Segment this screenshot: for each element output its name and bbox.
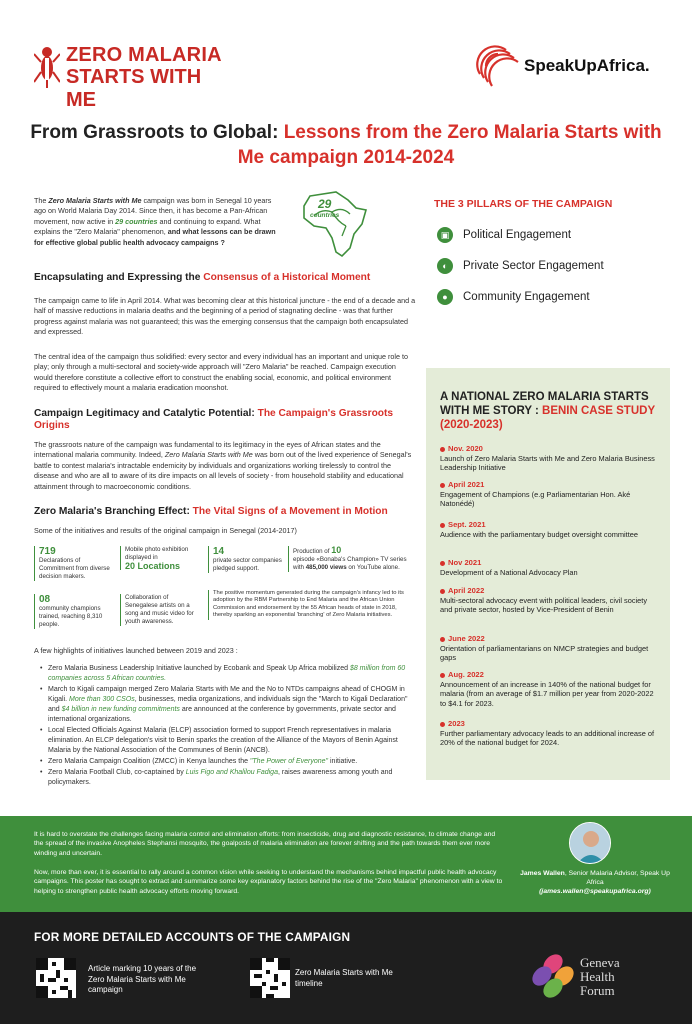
intro-paragraph: The Zero Malaria Starts with Me campaign was born in Senegal 10 years ago on World Malaria Day 2014. Since then, it has become a Pan-African movement, now active in 29 countries and continuing to expand. What explains the "Zero Malaria" phenomenon, and what lessons can be drawn for effective global public health advocacy campaigns ? (34, 196, 276, 247)
legitimacy-paragraph: The grassroots nature of the campaign was fundamental to its legitimacy in the eyes of African states and the international malaria community. Indeed, Zero Malaria Starts with Me was born out of the lived experience of Senegal's battle to contest malaria's intractable endemicity by individuals and organizations working tirelessly to control the disease and who are all to aware of its dire impacts on all levels of society - from household stability and educational attainment through to macroeconomic conditions. (34, 440, 412, 491)
conclusion-paragraph-2: Now, more than ever, it is essential to rally around a common vision while seeking to understand the mechanisms behind impactful public health advocacy campaigns. This poster has sought to extract and summarize some key explanatory factors behind the rise of the "Zero Malaria" phenomenon with a view to helping to strengthen public health advocacy efforts moving forward. (34, 869, 503, 895)
africa-map-icon (296, 186, 370, 260)
section-heading-branching: Zero Malaria's Branching Effect: The Vital Signs of a Movement in Motion (34, 506, 388, 517)
highlights-list (40, 664, 420, 789)
map-number: 29 (318, 197, 332, 211)
zm-logo-line1: ZERO MALARIA (66, 44, 222, 66)
footer-title: FOR MORE DETAILED ACCOUNTS OF THE CAMPAIGN (34, 930, 351, 944)
qr-code-article[interactable] (36, 958, 76, 998)
mosquito-icon (34, 44, 60, 88)
ghf-name: Geneva Health Forum (580, 955, 620, 998)
zm-logo-line2: STARTS WITH ME (66, 66, 202, 111)
stat-artists: Collaboration of Senegalese artists on a song and music video for youth awareness. (120, 594, 202, 626)
person-icon (570, 823, 611, 864)
sua-logo-text: SpeakUpAfrica. (524, 56, 650, 75)
section-heading-legitimacy: Campaign Legitimacy and Catalytic Potential: The Campaign's Grassroots Origins (34, 408, 394, 431)
avatar (569, 822, 611, 864)
author-credit: James Wallen, Senior Malaria Advisor, Speak Up Africa (james.wallen@speakupafrica.org) (520, 870, 670, 895)
case-study-title: A NATIONAL ZERO MALARIA STARTS WITH ME STORY : BENIN CASE STUDY (2020-2023) (440, 391, 655, 431)
pillar-private-sector: ◐ Private Sector Engagement (437, 257, 604, 275)
highlights-intro: A few highlights of initiatives launched between 2019 and 2023 : (34, 646, 238, 655)
poster-title (20, 120, 672, 170)
case-study-panel: A NATIONAL ZERO MALARIA STARTS WITH ME STORY : BENIN CASE STUDY (2020-2023) Nov. 2020 Launch of Zero Malaria Starts with Me and Zero Malaria Business Leadership Initiative April 2021 Engagement of Champions (e.g Parliamentarian Hon. Aké Natonédé) Sept. 2021 Audience with the parliamentary budget oversight committee Nov 2021 Development of a National Advocacy Plan April 2022 Multi-sectoral advocacy event with political leaders, civil society and private sector, hosted by Vice-President of Benin June 2022 Orientation of parliamentarians on NMCP strategies and budget gaps Aug. 2022 Announcement of an increase in 140% of the national budget for malaria (from an average of $1.7 million per year from 2020-2022 to $4.1 for 2023. 2023 Further parliamentary advocacy leads to an additional increase of 20% of the national budget for 2024. (426, 368, 670, 780)
qr-timeline-label: Zero Malaria Starts with Me timeline (295, 968, 393, 988)
pillars-title: THE 3 PILLARS OF THE CAMPAIGN (434, 198, 613, 210)
pillar-political: ▣ Political Engagement (437, 226, 571, 244)
list-item: • Local Elected Officials Against Malaria (ELCP) association formed to support French representatives in malaria elimination. An ELCP delegation's visit to Benin sparks the creation of the Alliance of the Mayors of Benin Against Malaria by the National Association of the Communes of Benin (ANCB). (40, 726, 420, 756)
qr-code-icon (250, 958, 290, 998)
stat-photo-exhibition: Mobile photo exhibition displayed in 20 Locations (120, 546, 202, 570)
stat-momentum: The positive momentum generated during the campaign's infancy led to its adoption by the RBM Partnership to End Malaria and the African Union Commission and endorsement by the 55 African heads of state in 2018, thereby sparking an exponential 'branching' of Zero Malaria initiatives. (208, 590, 416, 620)
conclusion-paragraph-1: It is hard to overstate the challenges facing malaria control and elimination efforts: from insecticide, drug and diagnostic resistance, to climate change and the spread of the invasive Anopheles Stephansi mosquito, the goalposts of malaria elimination are forever shifting and the path towards them ever more winding and uncertain. (34, 831, 496, 857)
map-label: countries (310, 212, 340, 219)
footer (0, 912, 692, 1024)
sua-arc-icon (476, 44, 520, 88)
list-item: • Zero Malaria Business Leadership Initiative launched by Ecobank and Speak Up Africa mobilized $8 million from 60 companies across 5 African countries. (40, 664, 420, 684)
title-part2: Lessons from the Zero Malaria Starts with Me campaign 2014-2024 (237, 122, 662, 168)
encap-paragraph-1: The campaign came to life in April 2014. What was becoming clear at this historical juncture - the end of a decade and a half of massive reductions in malaria deaths and the beginning of a period of stagnating decline - was that further progress against malaria was not guaranteed; this was the emerging consensus that the campaign both encapsulated and expressed. (34, 296, 416, 337)
section-heading-encapsulating: Encapsulating and Expressing the Consensus of a Historical Moment (34, 272, 371, 283)
qr-code-timeline[interactable] (250, 958, 290, 998)
pillar-community: ● Community Engagement (437, 288, 590, 306)
business-icon: ◐ (437, 258, 453, 274)
qr-article-label: Article marking 10 years of the Zero Malaria Starts with Me campaign (88, 964, 197, 995)
list-item: • March to Kigali campaign merged Zero Malaria Starts with Me and the No to NTDs campaigns ahead of CHOGM in Kigali. More than 300 CSOs, businesses, media organizations, and individuals sign the "March to Kigali Declaration" and $4 billion in new funding commitments are announced at the conference by governments, private sector and international organizations. (40, 685, 420, 725)
stat-declarations: 719 Declarations of Commitment from diverse decision makers. (34, 546, 114, 581)
stat-tv-series: Production of 10 episode «Bonaba's Champion» TV series with 485,000 views on YouTube alone. (288, 546, 414, 572)
ghf-petals-icon (530, 952, 576, 1002)
parliament-icon: ▣ (437, 227, 453, 243)
stat-private-sector: 14 private sector companies pledged support. (208, 546, 282, 573)
encap-paragraph-2: The central idea of the campaign thus solidified: every sector and every individual has an important and unique role to play; only through a multi-sectoral and society-wide approach will "Zero Malaria" be reached. Campaign execution would therefore constitute a collective effort to construct the enabling social, economic, and political environment required to effectively mount a malaria eradication moonshot. (34, 352, 408, 393)
speak-up-africa-logo (476, 44, 666, 88)
zero-malaria-logo (34, 42, 224, 111)
community-icon: ● (437, 289, 453, 305)
geneva-health-forum-logo (530, 952, 670, 1012)
branching-intro: Some of the initiatives and results of the original campaign in Senegal (2014-2017) (34, 526, 297, 535)
stat-community-champions: 08 community champions trained, reaching 8,310 people. (34, 594, 114, 629)
list-item: • Zero Malaria Campaign Coalition (ZMCC) in Kenya launches the "The Power of Everyone" initiative. (40, 757, 420, 767)
title-part1: From Grassroots to Global: (30, 122, 284, 143)
qr-code-icon (36, 958, 76, 998)
list-item: • Zero Malaria Football Club, co-captained by Luis Figo and Khalilou Fadiga, raises awareness among youth and policymakers. (40, 768, 420, 788)
